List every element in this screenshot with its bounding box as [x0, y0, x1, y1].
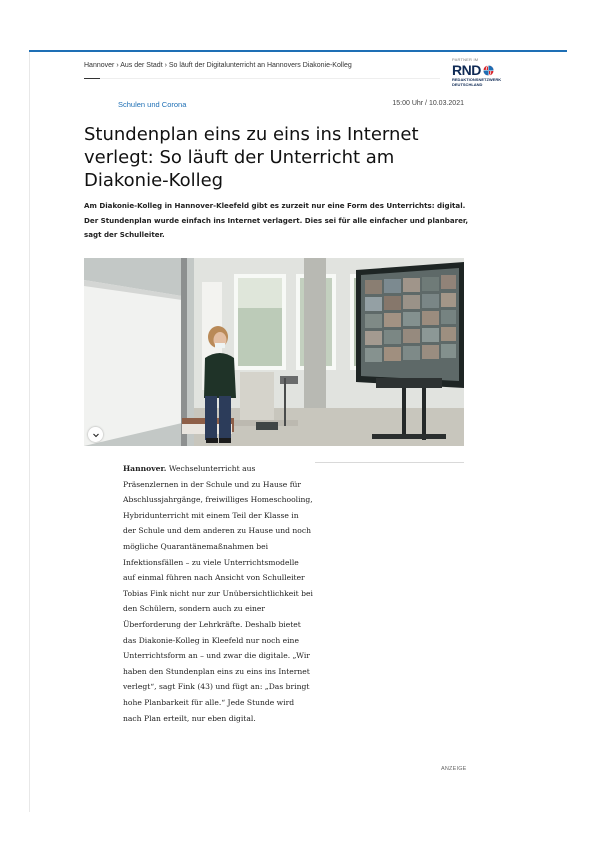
article-lead: Am Diakonie-Kolleg in Hannover-Kleefeld gibt es zurzeit nur eine Form des Unterrichts: digital. Der Stundenplan wurde einfach ins Internet verlagert. Dies sei für alle einfacher und planbarer, sagt der Schulleiter.	[84, 201, 469, 239]
classroom-photo	[84, 258, 464, 446]
breadcrumb-underline	[84, 78, 100, 79]
top-accent-line	[29, 50, 567, 52]
sidebar-divider	[315, 462, 464, 463]
breadcrumb	[84, 62, 352, 69]
breadcrumb-item-aus-der-stadt[interactable]: Aus der Stadt	[120, 62, 163, 69]
breadcrumb-item-hannover[interactable]: Hannover	[84, 62, 115, 69]
rnd-logo-subline-1: REDAKTIONSNETZWERK	[452, 77, 502, 82]
article-headline: Stundenplan eins zu eins ins Internet verlegt: So läuft der Unterricht am Diakonie-Kolleg	[84, 124, 419, 191]
breadcrumb-separator: ›	[164, 62, 167, 69]
rnd-logo-text: RND	[452, 62, 481, 78]
article-hero-image[interactable]	[84, 258, 464, 446]
article-body	[123, 461, 313, 726]
article-kicker[interactable]: Schulen und Corona	[118, 100, 187, 109]
partner-label: PARTNER IM	[452, 57, 479, 62]
page-left-border	[29, 52, 30, 812]
body-paragraph-text: Wechselunterricht aus Präsenzlernen in der Schule und zu Hause für Abschlussjahrgänge, freiwilliges Homeschooling, Hybridunterricht mit einem Teil der Klasse in der Schule und dem anderen zu Hause und noch mögliche Quarantänemaßnahmen bei Infektionsfällen – zu viele Unterrichtsmodelle auf einmal führen nach Ansicht von Schulleiter Tobias Fink nicht nur zur Unübersichtlichkeit bei den Schülern, sondern auch zu einer Überforderung der Lehrkräfte. Deshalb bietet das Diakonie-Kolleg in Kleefeld nur noch eine Unterrichtsform an – und zwar die digitale. „Wir haben den Stundenplan eins zu eins ins Internet verlegt“, sagt Fink (43) und fügt an: „Das bringt hohe Planbarkeit für alle.“ Jede Stunde wird nach Plan erteilt, nur eben digital.	[123, 464, 313, 723]
header-divider	[100, 78, 440, 79]
rnd-globe-icon	[483, 65, 494, 76]
expand-image-button[interactable]	[88, 427, 103, 442]
rnd-logo-subline-2: DEUTSCHLAND	[452, 82, 483, 87]
body-dateline-place: Hannover.	[123, 464, 167, 473]
ad-label: ANZEIGE	[441, 766, 467, 772]
article-dateline: 15:00 Uhr / 10.03.2021	[392, 100, 464, 107]
video-conference-grid	[365, 275, 456, 362]
breadcrumb-separator: ›	[116, 62, 119, 69]
partner-logo[interactable]	[452, 57, 522, 87]
breadcrumb-item-current: So läuft der Digitalunterricht an Hannovers Diakonie-Kolleg	[168, 62, 352, 69]
chevron-down-icon	[92, 431, 100, 439]
